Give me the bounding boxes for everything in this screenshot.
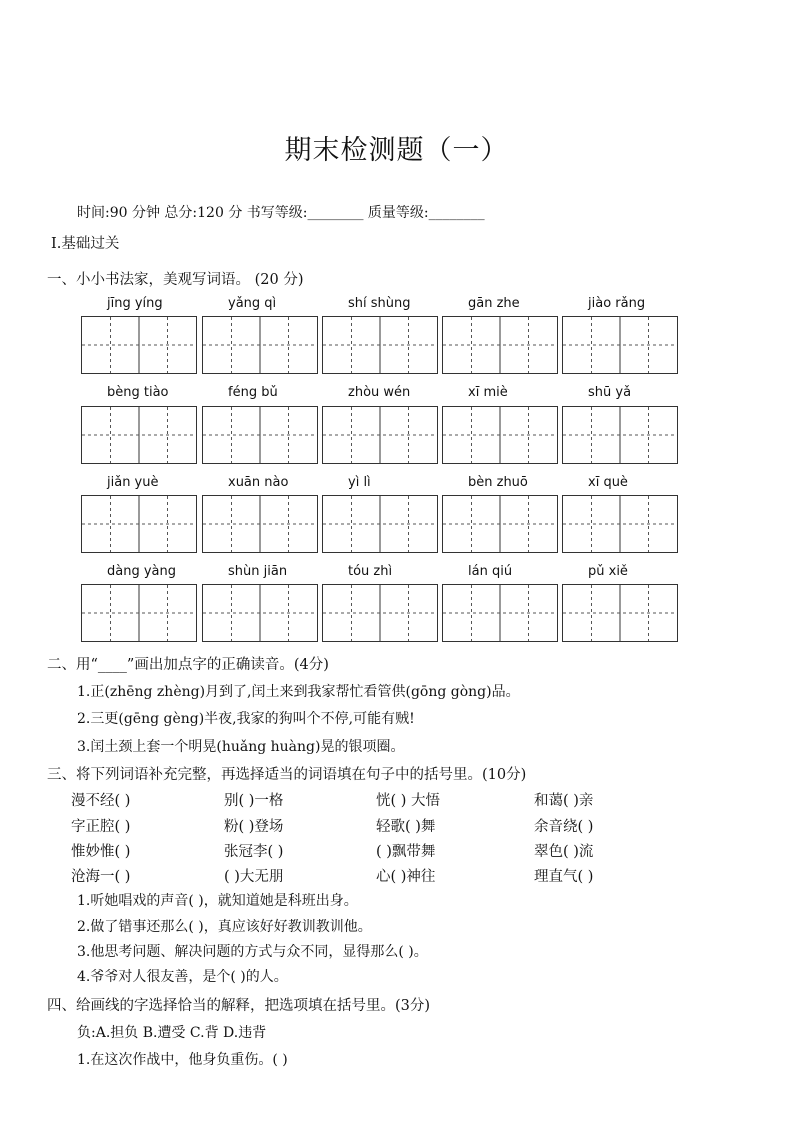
- pinyin-label: féng bǔ: [228, 385, 278, 400]
- idiom-blank[interactable]: 粉( )登场: [224, 819, 284, 835]
- writing-grid[interactable]: [202, 584, 318, 642]
- pinyin-label: shí shùng: [348, 296, 411, 311]
- writing-grid[interactable]: [322, 495, 438, 553]
- pinyin-label: xī què: [588, 475, 628, 490]
- writing-grid[interactable]: [322, 584, 438, 642]
- pinyin-label: yǎng qì: [228, 296, 277, 311]
- idiom-blank[interactable]: 沧海一( ): [71, 869, 131, 885]
- pinyin-label: gān zhe: [468, 296, 520, 311]
- pinyin-label: xuān nào: [228, 475, 289, 490]
- q2-item-1: 1.正(zhēng zhèng)月到了,闰土来到我家帮忙看管供(gōng gòng)品。: [77, 684, 520, 700]
- q1-heading: 一、小小书法家，美观写词语。 (20 分): [47, 272, 304, 288]
- writing-grid[interactable]: [442, 584, 558, 642]
- q3-item-1: 1.听她唱戏的声音( )，就知道她是科班出身。: [77, 893, 358, 909]
- page-title: 期末检测题（一）: [284, 135, 509, 166]
- writing-grid[interactable]: [81, 584, 197, 642]
- writing-grid[interactable]: [562, 495, 678, 553]
- pinyin-label: shùn jiān: [228, 564, 288, 579]
- pinyin-label: shū yǎ: [588, 385, 632, 400]
- writing-grid[interactable]: [442, 406, 558, 464]
- idiom-blank[interactable]: 余音绕( ): [534, 819, 594, 835]
- idiom-blank[interactable]: 和蔼( )亲: [534, 793, 594, 809]
- pinyin-label: zhòu wén: [348, 385, 411, 400]
- pinyin-label: jīng yíng: [107, 296, 163, 311]
- pinyin-label: bèng tiào: [107, 385, 169, 400]
- writing-grid[interactable]: [322, 406, 438, 464]
- idiom-blank[interactable]: 漫不经( ): [71, 793, 131, 809]
- q4-item-1: 1.在这次作战中，他身负重伤。( ): [77, 1052, 288, 1068]
- pinyin-label: jiǎn yuè: [107, 475, 159, 490]
- pinyin-label: lán qiú: [468, 564, 513, 579]
- writing-grid[interactable]: [202, 495, 318, 553]
- pinyin-label: bèn zhuō: [468, 475, 528, 490]
- idiom-blank[interactable]: 恍( ) 大悟: [376, 793, 441, 809]
- writing-grid[interactable]: [562, 584, 678, 642]
- pinyin-label: tóu zhì: [348, 564, 393, 579]
- q3-item-3: 3.他思考问题、解决问题的方式与众不同，显得那么( )。: [77, 944, 428, 960]
- idiom-blank[interactable]: ( )飘带舞: [376, 844, 436, 860]
- idiom-blank[interactable]: 别( )一格: [224, 793, 284, 809]
- writing-grid[interactable]: [81, 495, 197, 553]
- pinyin-label: xī miè: [468, 385, 508, 400]
- idiom-blank[interactable]: 翠色( )流: [534, 844, 594, 860]
- q4-heading: 四、给画线的字选择恰当的解释，把选项填在括号里。(3分): [47, 998, 431, 1014]
- idiom-blank[interactable]: 张冠李( ): [224, 844, 284, 860]
- idiom-blank[interactable]: 理直气( ): [534, 869, 594, 885]
- exam-meta: 时间:90 分钟 总分:120 分 书写等级:________ 质量等级:________: [77, 205, 485, 221]
- q2-heading: 二、用“____”画出加点字的正确读音。(4分): [47, 657, 329, 673]
- idiom-blank[interactable]: 轻歌( )舞: [376, 819, 436, 835]
- pinyin-label: pǔ xiě: [588, 564, 628, 579]
- writing-grid[interactable]: [81, 406, 197, 464]
- idiom-blank[interactable]: 字正腔( ): [71, 819, 131, 835]
- idiom-blank[interactable]: 惟妙惟( ): [71, 844, 131, 860]
- q3-item-4: 4.爷爷对人很友善，是个( )的人。: [77, 969, 288, 985]
- idiom-blank[interactable]: ( )大无朋: [224, 869, 284, 885]
- idiom-blank[interactable]: 心( )神往: [376, 869, 436, 885]
- pinyin-label: dàng yàng: [107, 564, 176, 579]
- q3-heading: 三、将下列词语补充完整，再选择适当的词语填在句子中的括号里。(10分): [47, 767, 527, 783]
- pinyin-label: jiào rǎng: [588, 296, 646, 311]
- writing-grid[interactable]: [202, 406, 318, 464]
- writing-grid[interactable]: [442, 495, 558, 553]
- q2-item-2: 2.三更(gēng gèng)半夜,我家的狗叫个不停,可能有贼!: [77, 711, 415, 727]
- writing-grid[interactable]: [202, 316, 318, 374]
- q4-options: 负:A.担负 B.遭受 C.背 D.违背: [77, 1025, 267, 1041]
- writing-grid[interactable]: [81, 316, 197, 374]
- part-heading: Ⅰ.基础过关: [51, 236, 120, 252]
- writing-grid[interactable]: [442, 316, 558, 374]
- q2-item-3: 3.闰土颈上套一个明晃(huǎng huàng)晃的银项圈。: [77, 739, 405, 755]
- writing-grid[interactable]: [322, 316, 438, 374]
- writing-grid[interactable]: [562, 406, 678, 464]
- writing-grid[interactable]: [562, 316, 678, 374]
- q3-item-2: 2.做了错事还那么( )，真应该好好教训教训他。: [77, 919, 372, 935]
- pinyin-label: yì lì: [348, 475, 371, 490]
